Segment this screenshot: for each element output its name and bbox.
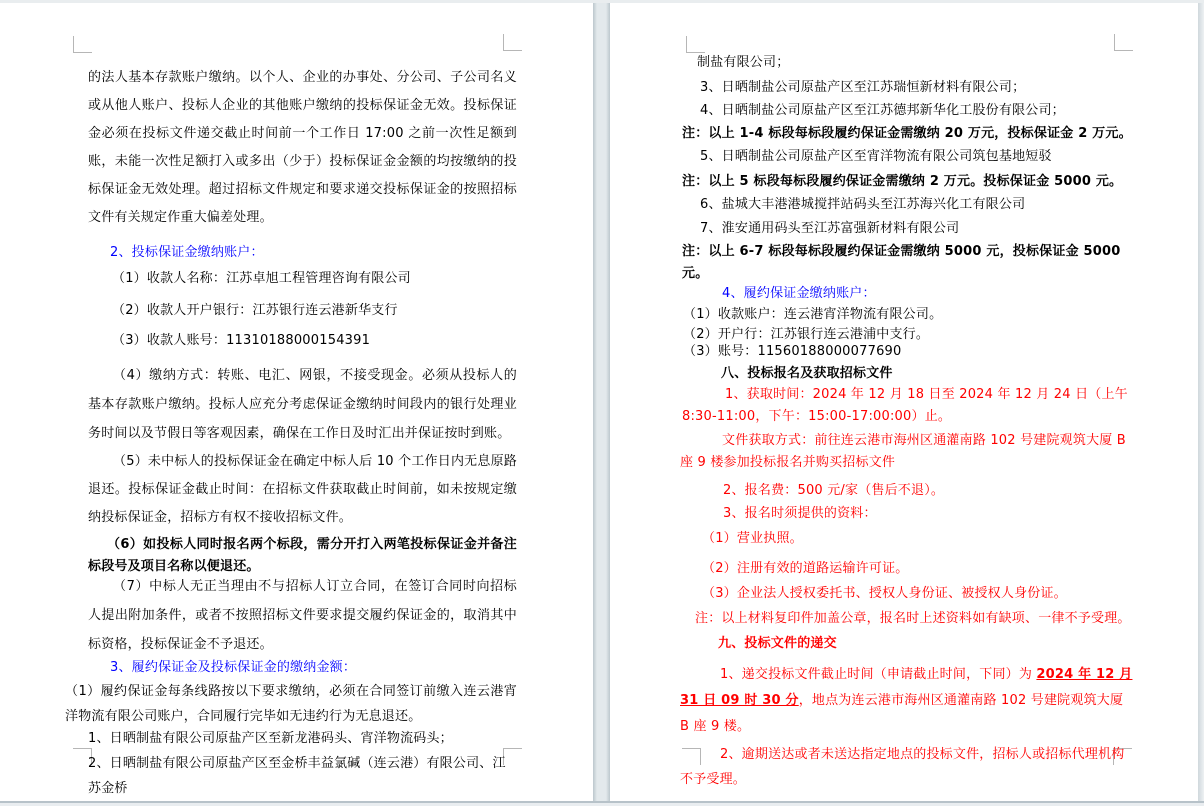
heading-section-9-submission: 九、投标文件的递交 [718,636,837,651]
crop-mark-icon [1114,34,1133,51]
material-authorization-letters: （3）企业法人授权委托书、授权人身份证、被授权人身份证。 [702,586,1067,601]
paragraph-deposit-rules: 的法人基本存款账户缴纳。以个人、企业的办事处、分公司、子公司名义或从他人账户、投标人企业的其他账户缴纳的投标保证金无效。投标保证金必须在投标文件递交截止时间前一个工作日 17:00 之前一次性足额到账，未能一次性足额打入或多出（少于）投标保证金金额的均按缴纳的投标保证金无效处理。超过招标文件规定和要求递交投标保证金的按照招标文件有关规定作重大偏差处理。 [88,70,517,225]
material-transport-permit: （2）注册有效的道路运输许可证。 [702,561,909,576]
performance-bank-line: （2）开户行：江苏银行连云港浦中支行。 [683,327,930,342]
paragraph-winner-obligation: （7）中标人无正当理由不与招标人订立合同，在签订合同时向招标人提出附加条件，或者不按照招标文件要求提交履约保证金的，取消其中标资格，投标保证金不予退还。 [88,579,517,652]
route-item-5: 5、日晒制盐公司原盐产区至宵洋物流有限公司筑包基地短驳 [700,149,1052,164]
paragraph-refund-rule: （5）未中标人的投标保证金在确定中标人后 10 个工作日内无息原路退还。投标保证金截止时间：在招标文件获取截止时间前，如未按规定缴纳投标保证金，招标方有权不接收招标文件。 [88,454,517,525]
route-item-6: 6、盐城大丰港港城搅拌站码头至江苏海兴化工有限公司 [700,197,1026,212]
performance-payee-line: （1）收款账户：连云港宵洋物流有限公司。 [683,307,943,322]
deadline-datetime: 2024 年 12 月 31 日 09 时 30 分 [680,667,1133,708]
route-item-2-continued: 制盐有限公司； [697,55,790,70]
required-materials-heading: 3、报名时须提供的资料： [723,506,877,521]
route-item-7: 7、淮安通用码头至江苏富强新材料有限公司 [700,221,960,236]
heading-deposit-amounts: 3、履约保证金及投标保证金的缴纳金额： [110,660,357,675]
page-2-text-area [680,52,1135,792]
acquisition-method-line: 文件获取方式：前往连云港市海州区通灌南路 102 号建院观筑大厦 B 座 9 楼参加投标报名并购买招标文件 [680,433,1126,470]
paragraph-two-sections-note: （6）如投标人同时报名两个标段，需分开打入两笔投标保证金并备注标段号及项目名称以便退还。 [88,537,517,574]
crop-mark-icon [73,36,92,53]
performance-account-number-line: （3）账号：11560188000077690 [683,344,902,359]
page-1-text-area [65,64,517,801]
heading-performance-deposit-account: 4、履约保证金缴纳账户： [722,286,876,301]
page-gap [593,3,610,801]
heading-section-8-registration: 八、投标报名及获取招标文件 [721,366,893,381]
payee-bank-line: （2）收款人开户银行：江苏银行连云港新华支行 [112,303,398,318]
material-business-license: （1）营业执照。 [702,531,803,546]
note-sections-1-4: 注：以上 1-4 标段每标段履约保证金需缴纳 20 万元，投标保证金 2 万元。 [682,126,1132,141]
route-item-4: 4、日晒制盐公司原盐产区至江苏德邦新华化工股份有限公司； [700,103,1065,118]
route-item-3: 3、日晒制盐公司原盐产区至江苏瑞恒新材料有限公司； [700,80,1026,95]
route-item-2: 2、日晒制盐有限公司原盐产区至金桥丰益氯碱（连云港）有限公司、江苏金桥 [88,756,506,796]
payee-name-line: （1）收款人名称：江苏卓旭工程管理咨询有限公司 [112,271,411,286]
payee-account-number-line: （3）收款人账号：11310188000154391 [112,333,371,348]
material-copy-note: 注：以上材料复印件加盖公章，报名时上述资料如有缺项、一律不予受理。 [695,611,1131,626]
canvas-right-edge [1198,3,1204,801]
late-delivery-line: 2、逾期送达或者未送达指定地点的投标文件，招标人或招标代理机构不予受理。 [680,747,1125,787]
acquisition-time-line: 1、获取时间：2024 年 12 月 18 日至 2024 年 12 月 24 日（上午 8:30-11:00，下午：15:00-17:00:00）止。 [682,387,1128,424]
route-item-1: 1、日晒制盐有限公司原盐产区至新龙港码头、宵洋物流码头； [88,731,453,746]
registration-fee-line: 2、报名费：500 元/家（售后不退）。 [723,483,945,498]
submission-deadline-line [680,662,1135,740]
heading-bid-deposit-account: 2、投标保证金缴纳账户： [110,245,264,260]
note-sections-6-7: 注：以上 6-7 标段每标段履约保证金需缴纳 5000 元，投标保证金 5000 元。 [682,244,1121,281]
crop-mark-icon [686,36,705,53]
paragraph-payment-method: （4）缴纳方式：转账、电汇、网银，不接受现金。必须从投标人的基本存款账户缴纳。投标人应充分考虑保证金缴纳时间段内的银行处理业务时间以及节假日等客观因素，确保在工作日及时汇出并保证按时到账。 [88,368,517,441]
deadline-prefix: 1、递交投标文件截止时间（申请截止时间，下同）为 [720,667,1037,682]
paragraph-performance-deposit: （1）履约保证金每条线路按以下要求缴纳，必须在合同签订前缴入连云港宵洋物流有限公司账户，合同履行完毕如无违约行为无息退还。 [65,684,517,724]
deadline-suffix: ，地点为连云港市海州区通灌南路 102 号建院观筑大厦 B 座 9 楼。 [680,693,1124,734]
crop-mark-icon [503,34,522,51]
note-section-5: 注：以上 5 标段每标段履约保证金需缴纳 2 万元。投标保证金 5000 元。 [682,174,1123,189]
